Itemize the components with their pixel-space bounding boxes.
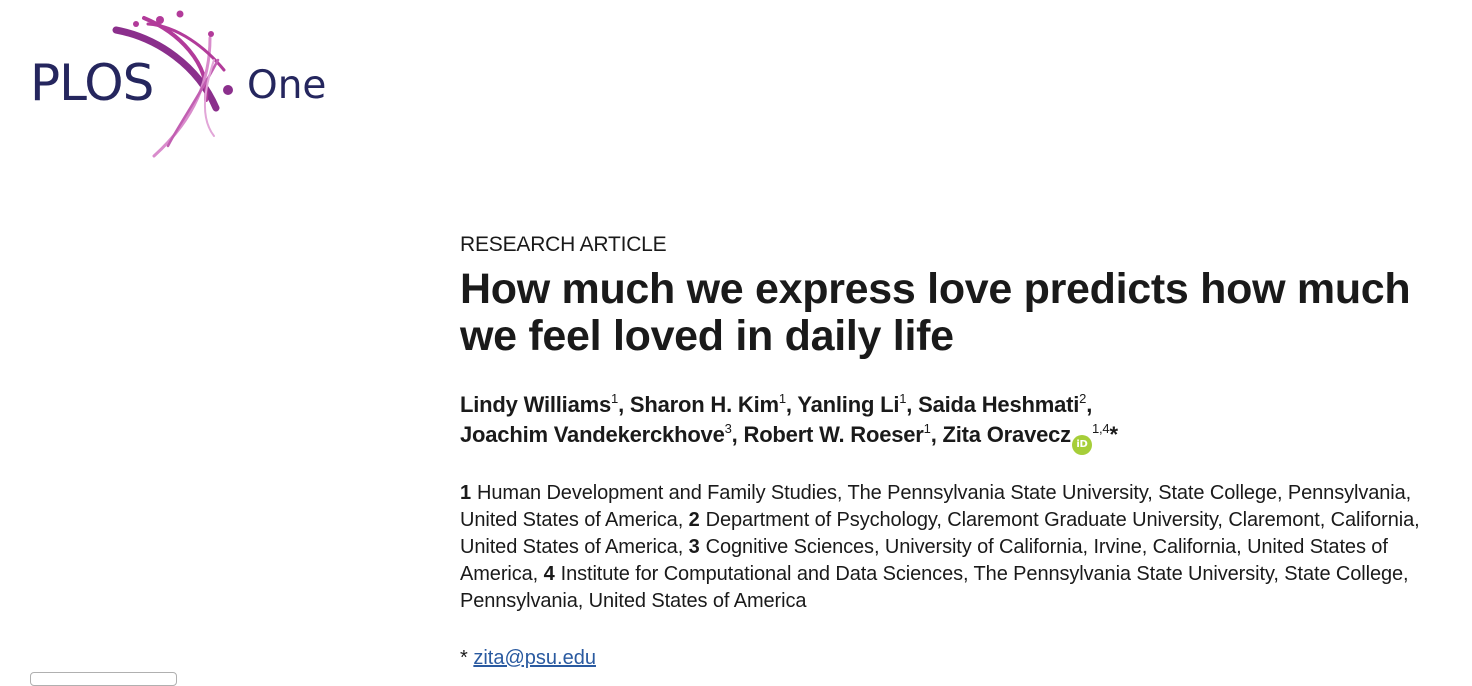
author-affiliation-ref: 1,4 xyxy=(1091,421,1110,436)
author-affiliation-ref: 1 xyxy=(778,391,786,406)
article-header xyxy=(460,232,1460,671)
article-title: How much we express love predicts how much we feel loved in daily life xyxy=(460,265,1411,360)
logo-one-text: One xyxy=(247,63,327,108)
author-name: Saida Heshmati xyxy=(918,392,1080,417)
author-name: Sharon H. Kim xyxy=(629,392,779,417)
affiliation-text: Human Development and Family Studies, The Pennsylvania State University, State College, Pennsylvania, United States of America, xyxy=(460,482,1412,531)
correspondence-marker: * xyxy=(460,647,468,669)
author-name: Zita Oravecz xyxy=(942,422,1071,447)
author-affiliation-ref: 2 xyxy=(1079,391,1087,406)
author[interactable] xyxy=(744,422,931,447)
author-affiliation-ref: 1 xyxy=(923,421,931,436)
bottom-control[interactable] xyxy=(30,672,177,686)
correspondence xyxy=(460,645,1460,671)
author-affiliation-ref: 1 xyxy=(611,391,619,406)
article-type: RESEARCH ARTICLE xyxy=(460,233,667,256)
author[interactable] xyxy=(942,421,1110,450)
author[interactable] xyxy=(797,392,906,417)
corresponding-author-marker: * xyxy=(1109,422,1118,447)
correspondence-email-link[interactable]: zita@psu.edu xyxy=(473,647,596,669)
author-separator: , xyxy=(1086,392,1093,417)
author[interactable] xyxy=(630,392,786,417)
affiliation-text: Institute for Computational and Data Sciences, The Pennsylvania State University, State College, Pennsylvania, United States of America xyxy=(460,563,1409,612)
author-name: Robert W. Roeser xyxy=(743,422,924,447)
orcid-icon[interactable]: iD xyxy=(1072,435,1092,455)
author-name: Yanling Li xyxy=(797,392,900,417)
author[interactable] xyxy=(918,392,1086,417)
affiliation xyxy=(460,563,1409,612)
plos-one-logo[interactable] xyxy=(28,8,348,160)
author-separator: , xyxy=(731,422,744,447)
author-name: Lindy Williams xyxy=(460,392,612,417)
affiliation-text: Department of Psychology, Claremont Graduate University, Claremont, California, United States of America, xyxy=(460,509,1420,558)
author-separator: , xyxy=(785,392,798,417)
author-separator: , xyxy=(618,392,630,417)
author-name: Joachim Vandekerckhove xyxy=(460,422,725,447)
author-affiliation-ref: 3 xyxy=(724,421,732,436)
logo-plos-text: PLOS xyxy=(30,54,154,112)
author-separator: , xyxy=(930,422,943,447)
affiliation-number: 4 xyxy=(543,563,555,585)
author-separator: , xyxy=(906,392,919,417)
affiliation-text: Cognitive Sciences, University of California, Irvine, California, United States of America, xyxy=(460,536,1388,585)
affiliation-number: 3 xyxy=(688,536,700,558)
author[interactable] xyxy=(460,392,618,417)
author[interactable] xyxy=(460,422,732,447)
affiliation-number: 2 xyxy=(688,509,700,531)
affiliation-number: 1 xyxy=(460,482,472,504)
author-affiliation-ref: 1 xyxy=(899,391,907,406)
author-list xyxy=(460,390,1460,455)
affiliation-list xyxy=(460,480,1460,615)
